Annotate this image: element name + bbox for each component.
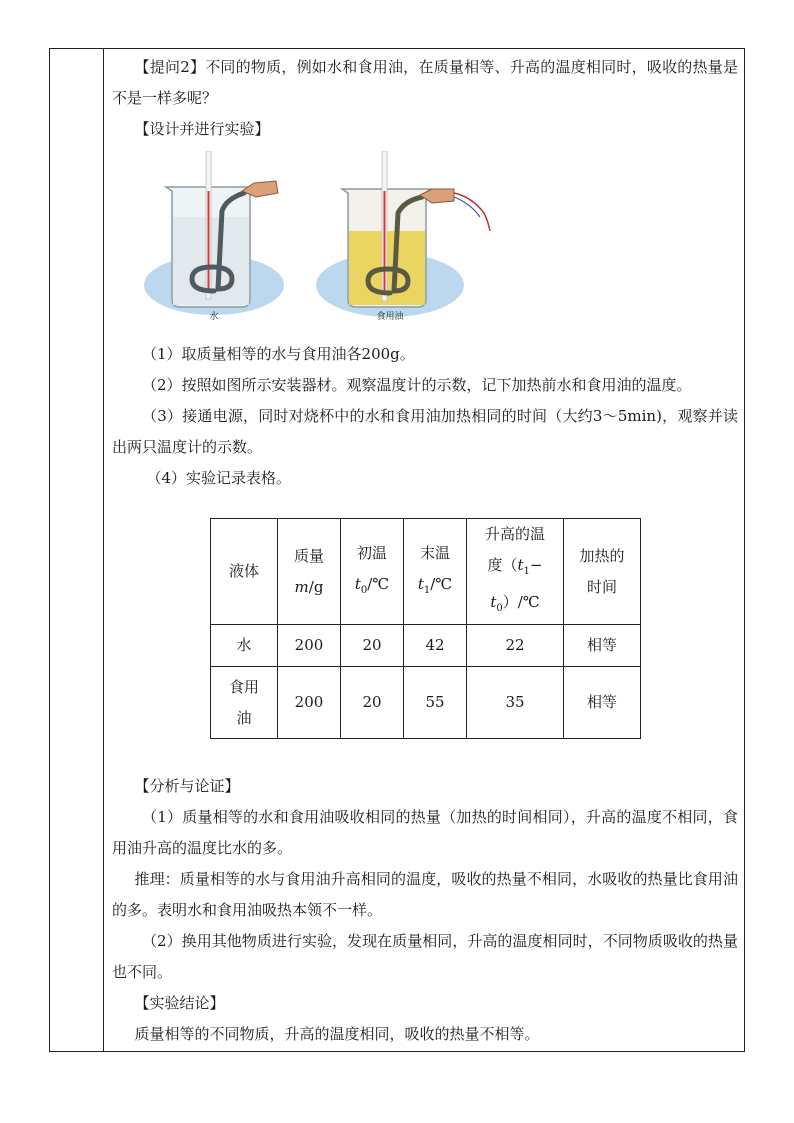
water-label: 水 xyxy=(209,312,219,322)
analysis-paragraph-2: 推理：质量相等的水与食用油升高相同的温度，吸收的热量不相同，水吸收的热量比食用油的多。表明水和食用油吸热本领不一样。 xyxy=(112,870,738,919)
water-beaker-figure xyxy=(142,151,292,337)
analysis-heading: 【分析与论证】 xyxy=(134,777,240,795)
step-2: （2）按照如图所示安装器材。观察温度计的示数，记下加热前水和食用油的温度。 xyxy=(142,376,692,394)
analysis-section xyxy=(112,771,738,1050)
experiment-figures xyxy=(112,151,738,339)
main-content xyxy=(112,52,738,494)
header-temp-rise: 升高的温 度（$t_1-$ $t_0)/℃$ xyxy=(467,519,564,625)
step-4: （4）实验记录表格。 xyxy=(146,469,292,487)
header-mass: 质量 m/g xyxy=(278,519,341,625)
table-header-row xyxy=(211,519,641,625)
table-row: 水 200 20 42 22 相等 xyxy=(211,625,641,667)
oil-label: 食用油 xyxy=(376,312,404,322)
header-initial-temp: 初温 $t_0/℃$ xyxy=(341,519,404,625)
conclusion-heading: 【实验结论】 xyxy=(134,994,225,1012)
question-paragraph: 【提问2】不同的物质，例如水和食用油，在质量相等、升高的温度相同时，吸收的热量是不是一样多呢？ xyxy=(112,58,738,107)
oil-beaker-figure xyxy=(312,151,512,337)
analysis-paragraph-3: （2）换用其他物质进行实验，发现在质量相同，升高的温度相同时，不同物质吸收的热量也不同。 xyxy=(112,932,738,981)
header-final-temp: 末温 $t_1/℃$ xyxy=(404,519,467,625)
analysis-paragraph-1: （1）质量相等的水和食用油吸收相同的热量（加热的时间相同），升高的温度不相同，食用油升高的温度比水的多。 xyxy=(112,808,738,857)
header-liquid: 液体 xyxy=(211,519,278,625)
table-row: 食用 油 200 20 55 35 相等 xyxy=(211,667,641,739)
step-3: （3）接通电源，同时对烧杯中的水和食用油加热相同的时间（大约3～5min)，观察并读出两只温度计的示数。 xyxy=(112,407,738,456)
header-heating-time: 加热的 时间 xyxy=(564,519,641,625)
conclusion-text: 质量相等的不同物质，升高的温度相同，吸收的热量不相等。 xyxy=(134,1025,540,1043)
design-heading: 【设计并进行实验】 xyxy=(134,120,270,138)
record-table xyxy=(210,518,641,739)
column-divider xyxy=(103,48,104,1052)
step-1: （1）取质量相等的水与食用油各200g。 xyxy=(142,345,415,363)
